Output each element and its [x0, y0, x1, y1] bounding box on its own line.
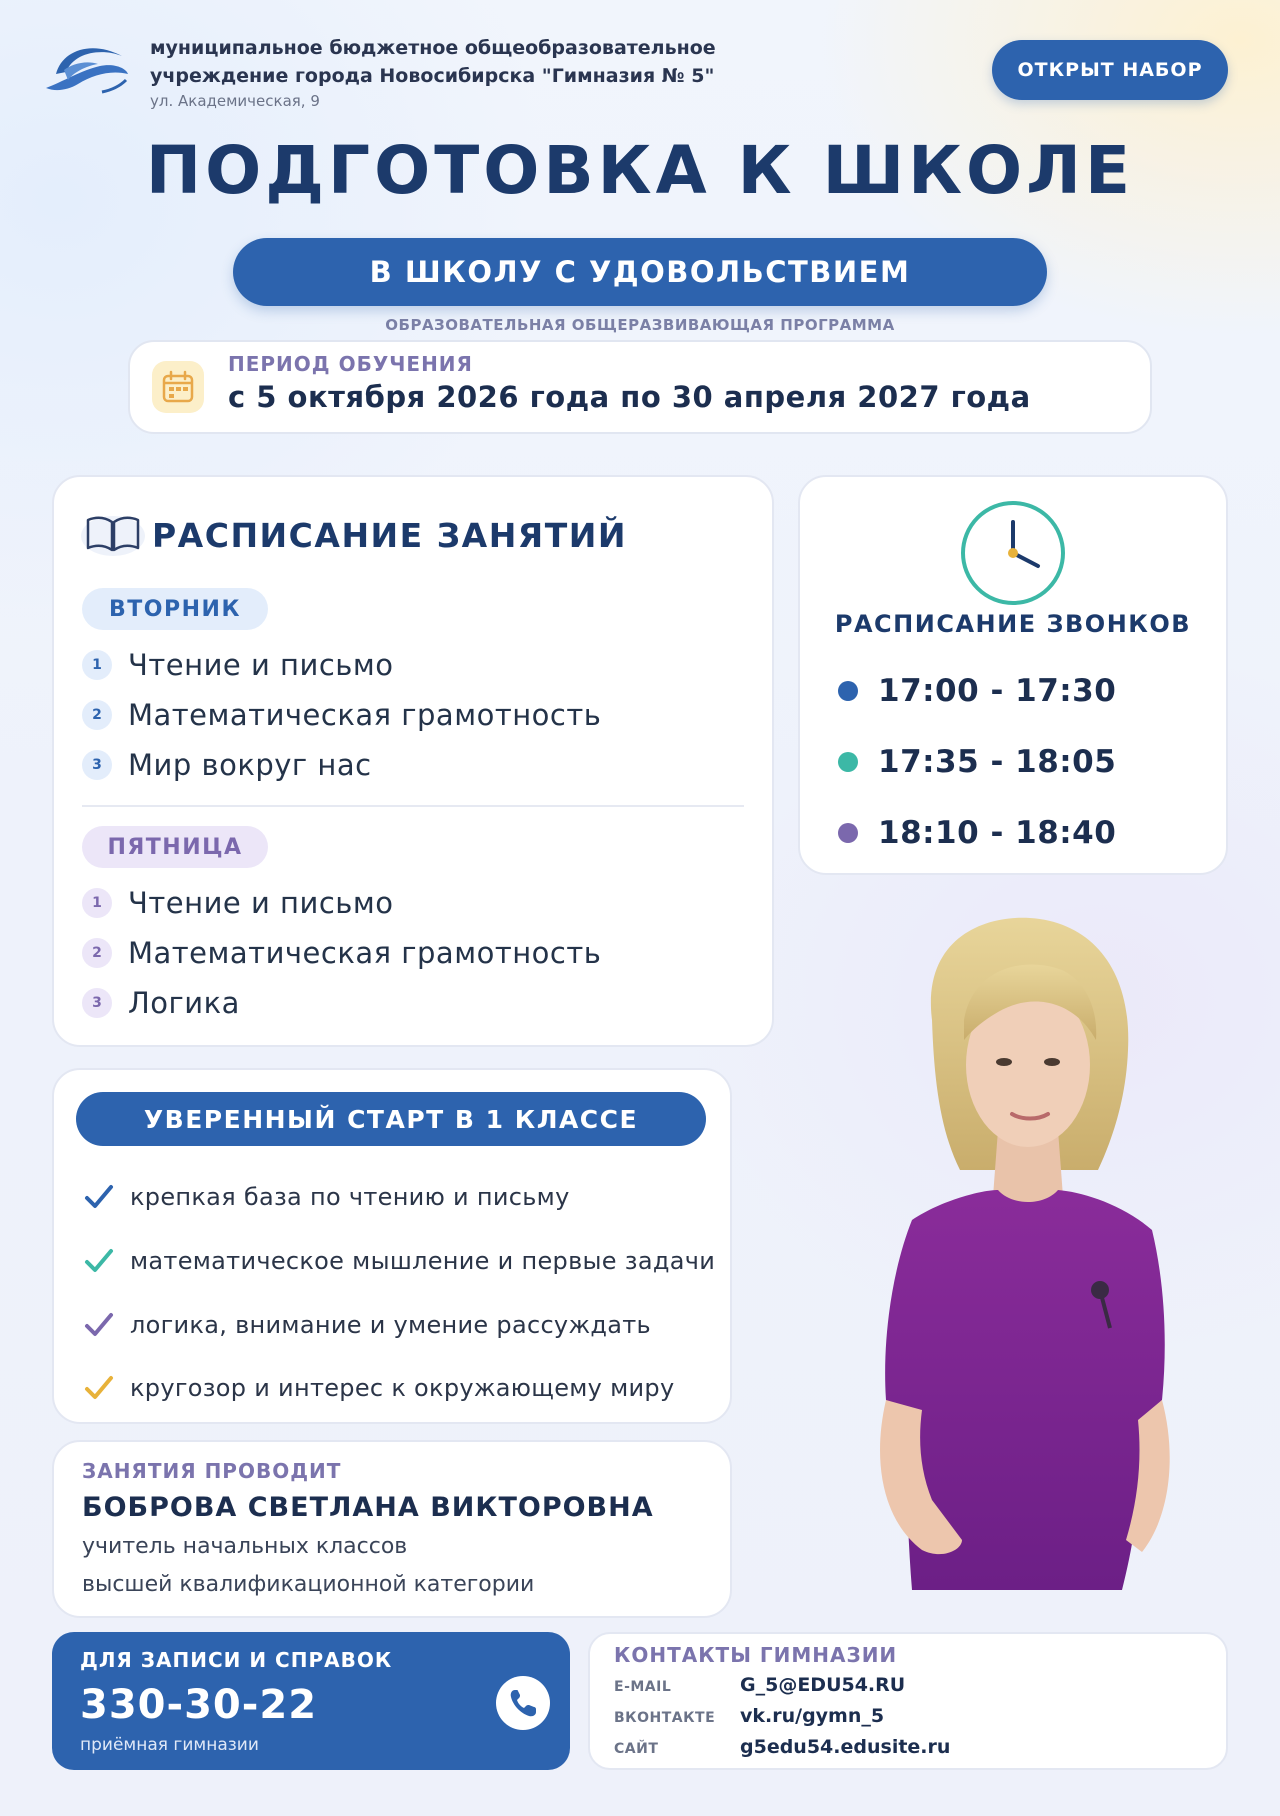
lesson-schedule-title: РАСПИСАНИЕ ЗАНЯТИЙ: [152, 516, 627, 555]
lesson-title: Математическая грамотность: [128, 698, 602, 732]
lesson-title: Чтение и письмо: [128, 648, 394, 682]
school-address: ул. Академическая, 9: [150, 92, 320, 110]
bell-slot: [838, 742, 1116, 782]
lesson-number: 3: [82, 988, 112, 1018]
period-label: ПЕРИОД ОБУЧЕНИЯ: [228, 352, 473, 376]
day-friday-badge: ПЯТНИЦА: [82, 826, 268, 868]
benefit-item: [82, 1368, 674, 1408]
benefit-text: математическое мышление и первые задачи: [130, 1247, 716, 1275]
school-name-line2: учреждение города Новосибирска "Гимназия № 5": [150, 65, 715, 87]
lesson-number: 1: [82, 650, 112, 680]
contacts-title: КОНТАКТЫ ГИМНАЗИИ: [614, 1643, 898, 1667]
benefit-item: [82, 1241, 715, 1281]
bell-slot: [838, 671, 1116, 711]
bell-time: 17:35 - 18:05: [878, 744, 1117, 780]
phone-number[interactable]: 330-30-22: [80, 1682, 318, 1728]
check-icon: [82, 1371, 116, 1405]
teacher-qualification: высшей квалификационной категории: [82, 1572, 535, 1597]
divider: [82, 805, 744, 807]
contact-vk-link[interactable]: vk.ru/gymn_5: [740, 1705, 885, 1727]
benefit-text: крепкая база по чтению и письму: [130, 1183, 570, 1211]
bullet-dot: [838, 752, 858, 772]
benefit-item: [82, 1177, 570, 1217]
phone-label: ДЛЯ ЗАПИСИ И СПРАВОК: [80, 1648, 393, 1672]
benefit-item: [82, 1305, 651, 1345]
lesson-title: Логика: [128, 986, 240, 1020]
lesson-number: 2: [82, 938, 112, 968]
book-icon: [80, 508, 146, 558]
program-caption: ОБРАЗОВАТЕЛЬНАЯ ОБЩЕРАЗВИВАЮЩАЯ ПРОГРАММА: [385, 316, 895, 334]
bell-schedule-title: РАСПИСАНИЕ ЗВОНКОВ: [834, 610, 1192, 638]
clock-icon: [958, 498, 1068, 608]
lesson-item: [82, 983, 240, 1023]
open-enrollment-button[interactable]: ОТКРЫТ НАБОР: [992, 40, 1228, 100]
lesson-number: 1: [82, 888, 112, 918]
bird-logo-icon: [42, 30, 132, 102]
benefits-title-banner: УВЕРЕННЫЙ СТАРТ В 1 КЛАССЕ: [76, 1092, 706, 1146]
lesson-title: Мир вокруг нас: [128, 748, 372, 782]
contact-label-vk: ВКОНТАКТЕ: [614, 1710, 716, 1726]
contact-label-email: E-MAIL: [614, 1679, 672, 1695]
lesson-item: [82, 645, 394, 685]
benefit-text: кругозор и интерес к окружающему миру: [130, 1374, 675, 1402]
check-icon: [82, 1244, 116, 1278]
bullet-dot: [838, 681, 858, 701]
calendar-icon: [152, 361, 204, 413]
bullet-dot: [838, 823, 858, 843]
contact-email-link[interactable]: G_5@EDU54.RU: [740, 1674, 906, 1696]
lesson-item: [82, 745, 372, 785]
period-value: с 5 октября 2026 года по 30 апреля 2027 года: [228, 380, 1031, 414]
phone-icon[interactable]: [496, 1676, 550, 1730]
teacher-role: учитель начальных классов: [82, 1534, 408, 1559]
bell-time: 17:00 - 17:30: [878, 673, 1117, 709]
phone-caption: приёмная гимназии: [80, 1735, 259, 1755]
teacher-label: ЗАНЯТИЯ ПРОВОДИТ: [82, 1459, 342, 1483]
lesson-title: Математическая грамотность: [128, 936, 602, 970]
bell-slot: [838, 813, 1116, 853]
teacher-photo: [812, 900, 1230, 1590]
lesson-title: Чтение и письмо: [128, 886, 394, 920]
program-name-banner: В ШКОЛУ С УДОВОЛЬСТВИЕМ: [233, 238, 1047, 306]
bell-time: 18:10 - 18:40: [878, 815, 1117, 851]
day-tuesday-badge: ВТОРНИК: [82, 588, 268, 630]
school-name-line1: муниципальное бюджетное общеобразовательное: [150, 37, 716, 59]
contact-label-site: САЙТ: [614, 1741, 659, 1757]
check-icon: [82, 1308, 116, 1342]
lesson-item: [82, 883, 394, 923]
page-title: ПОДГОТОВКА К ШКОЛЕ: [145, 132, 1135, 209]
contact-site-link[interactable]: g5edu54.edusite.ru: [740, 1736, 951, 1758]
lesson-item: [82, 695, 601, 735]
lesson-number: 3: [82, 750, 112, 780]
check-icon: [82, 1180, 116, 1214]
lesson-item: [82, 933, 601, 973]
benefit-text: логика, внимание и умение рассуждать: [130, 1311, 651, 1339]
teacher-name: БОБРОВА СВЕТЛАНА ВИКТОРОВНА: [82, 1492, 654, 1523]
lesson-number: 2: [82, 700, 112, 730]
school-name: [150, 34, 770, 90]
